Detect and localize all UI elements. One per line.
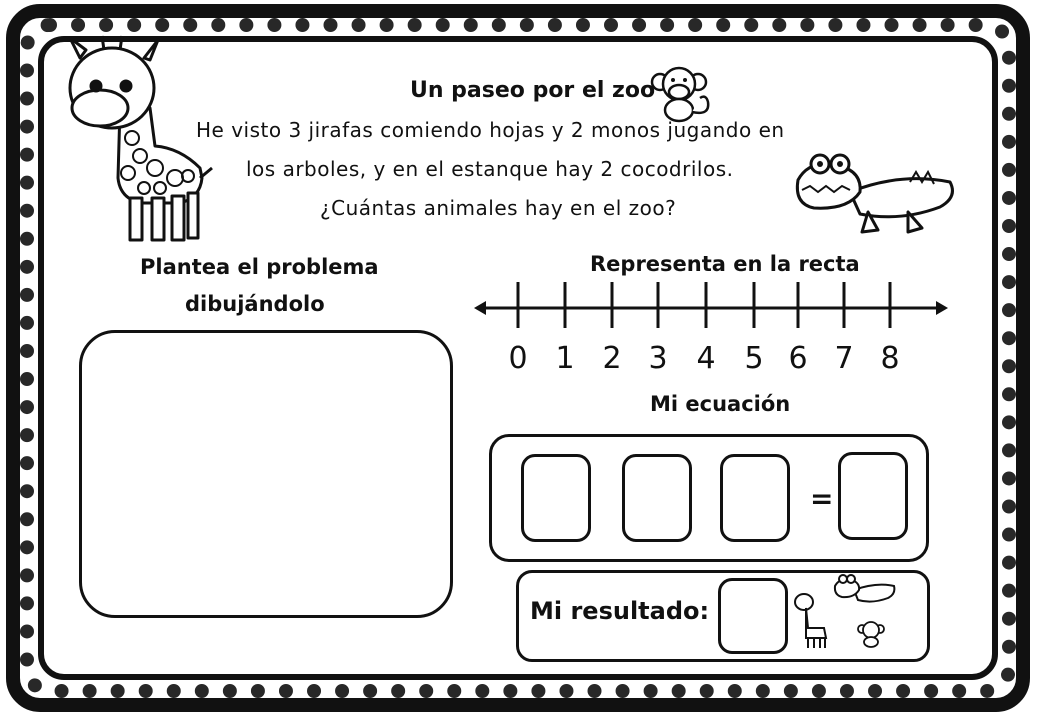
number-line-label-4: 4	[696, 341, 716, 376]
problem-line-2: los arboles, y en el estanque hay 2 cocodrilos.	[246, 157, 734, 181]
number-line-label-8: 8	[880, 341, 900, 376]
problem-line-1: He visto 3 jirafas comiendo hojas y 2 monos jugando en	[196, 118, 785, 142]
number-line	[470, 270, 950, 380]
equation-heading: Mi ecuación	[650, 392, 791, 416]
crocodile-icon	[790, 152, 962, 238]
monkey-icon	[648, 62, 720, 124]
giraffe-icon	[792, 592, 830, 650]
number-line-label-1: 1	[555, 341, 575, 376]
number-line-heading: Representa en la recta	[590, 252, 860, 276]
monkey-icon	[856, 620, 888, 648]
drawing-area[interactable]	[79, 330, 453, 618]
equation-box-2[interactable]	[622, 454, 692, 542]
draw-heading-line-1: Plantea el problema	[140, 255, 379, 279]
number-line-label-5: 5	[744, 341, 764, 376]
number-line-label-3: 3	[648, 341, 668, 376]
result-label: Mi resultado:	[530, 597, 710, 625]
equals-sign: =	[810, 482, 834, 515]
worksheet-title: Un paseo por el zoo	[410, 78, 656, 103]
number-line-label-7: 7	[834, 341, 854, 376]
number-line-label-2: 2	[602, 341, 622, 376]
number-line-label-6: 6	[788, 341, 808, 376]
draw-heading-line-2: dibujándolo	[185, 292, 325, 316]
problem-line-3: ¿Cuántas animales hay en el zoo?	[320, 196, 677, 220]
crocodile-icon	[832, 574, 898, 608]
equation-result-box[interactable]	[838, 452, 908, 540]
number-line-label-0: 0	[508, 341, 528, 376]
equation-box-1[interactable]	[521, 454, 591, 542]
result-answer-box[interactable]	[718, 578, 788, 654]
equation-box-3[interactable]	[720, 454, 790, 542]
